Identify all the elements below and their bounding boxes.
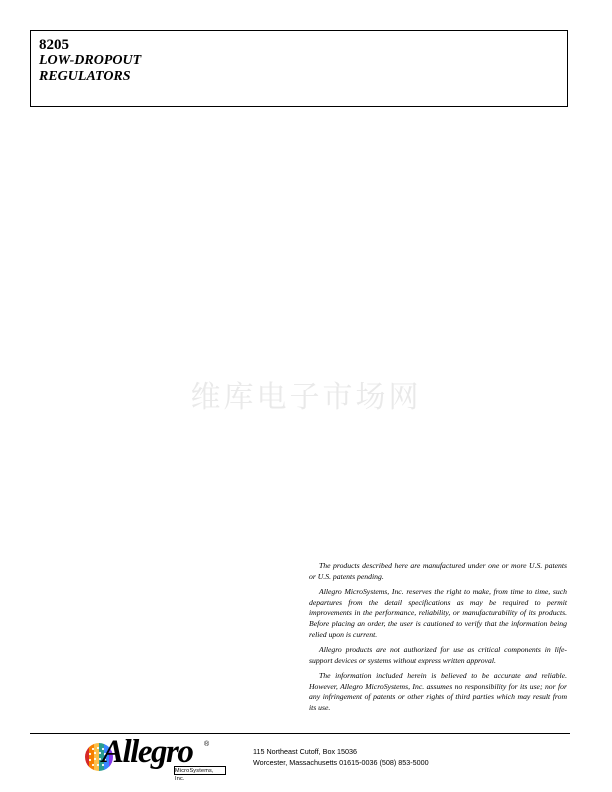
notice-paragraph-patents: The products described here are manufactured under one or more U.S. patents or U.S. patents pending. bbox=[309, 561, 567, 581]
part-number: 8205 bbox=[39, 37, 69, 53]
globe-band bbox=[84, 740, 90, 774]
allegro-logo bbox=[82, 734, 234, 782]
company-address bbox=[253, 746, 429, 768]
notice-paragraph-rights: Allegro MicroSystems, Inc. reserves the right to make, from time to time, such departures from the detail specifications as may be required to permit improvements in the performance, reliability, or manufacturability of its products. Before placing an order, the user is cautioned to verify that the information being relied upon is current. bbox=[309, 586, 567, 639]
address-line-2: Worcester, Massachusetts 01615-0036 (508) 853-5000 bbox=[253, 758, 429, 767]
watermark: 维库电子市场网 bbox=[190, 380, 422, 415]
logo-subtitle-box bbox=[174, 766, 226, 782]
logo-wordmark: Allegro bbox=[102, 734, 193, 770]
legal-notice bbox=[309, 561, 567, 718]
registered-mark: ® bbox=[204, 741, 210, 748]
address-line-1: 115 Northeast Cutoff, Box 15036 bbox=[253, 747, 358, 756]
globe-band bbox=[94, 740, 100, 774]
title-line-2: REGULATORS bbox=[39, 69, 131, 84]
globe-band bbox=[89, 740, 95, 774]
title-line-1: LOW-DROPOUT bbox=[39, 53, 142, 68]
notice-paragraph-life-support: Allegro products are not authorized for use as critical components in life-support devices or systems without express written approval. bbox=[309, 644, 567, 665]
notice-paragraph-liability: The information included herein is believed to be accurate and reliable. However, Allegro MicroSystems, Inc. assumes no responsibility for its use; nor for any infringement of patents or other rights of third parties which may result from its use. bbox=[309, 670, 567, 712]
header-box bbox=[30, 30, 568, 107]
logo-subtitle: MicroSystems, Inc. bbox=[175, 768, 214, 782]
